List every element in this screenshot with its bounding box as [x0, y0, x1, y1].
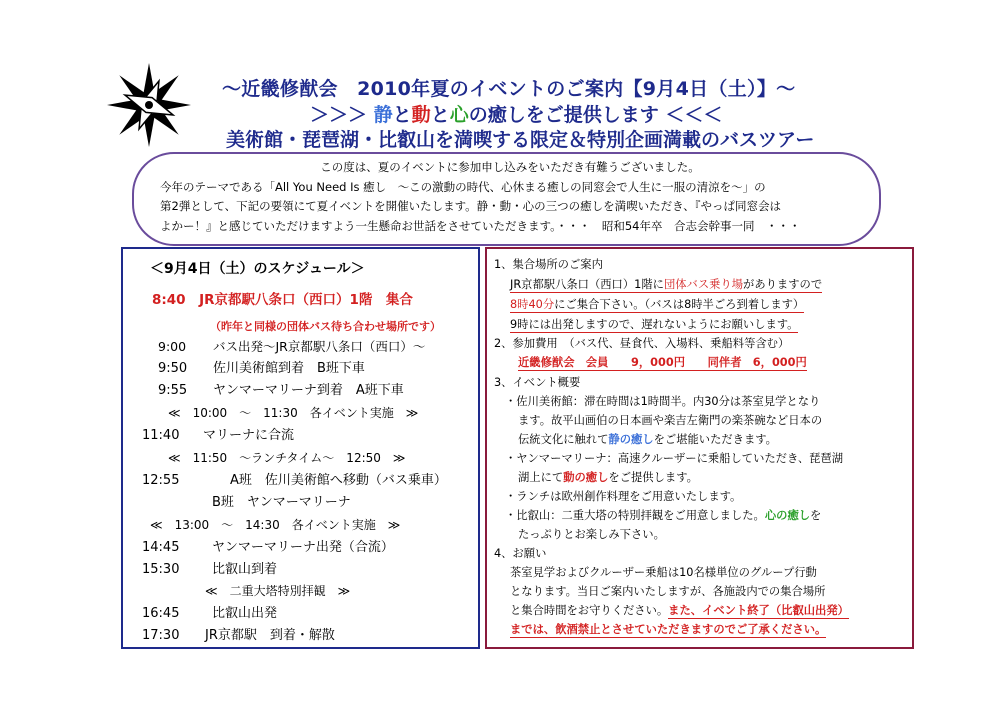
schedule-row-time: 12:55 [142, 473, 180, 488]
detail-line: と集合時間をお守りください。また、イベント終了（比叡山出発） [510, 604, 849, 617]
fee-line: 近畿修猷会 会員 9，000円 同伴者 6，000円 [518, 356, 807, 369]
subtitle-bus-tour: 美術館・琵琶湖・比叡山を満喫する限定＆特別企画満載のバスツアー [226, 129, 815, 151]
tagline-to2: と [430, 104, 450, 126]
subtitle-tagline [310, 100, 830, 127]
page-title: ～近畿修猷会 2010年夏のイベントのご案内【9月4日（土）】～ [222, 78, 796, 100]
detail-line: 9時には出発しますので、遅れないようにお願いします。 [510, 318, 799, 331]
schedule-row-text: ヤンマーマリーナ出発（合流） [212, 540, 394, 555]
intro-text [160, 158, 860, 236]
schedule-row-text: 比叡山到着 [212, 562, 278, 577]
schedule-row-time: 9:50 [158, 361, 188, 376]
intro-line: 第2弾として、下記の要領にて夏イベントを開催いたします。静・動・心の三つの癒しを満喫いただき、『やっぱ同窓会は [160, 199, 781, 213]
detail-line: ・佐川美術館：滞在時間は1時間半。内30分は茶室見学となり [505, 395, 821, 408]
section-heading: 1、集合場所のご案内 [494, 258, 603, 271]
detail-line: 8時40分にご集合下さい。（バスは8時半ごろ到着します） [510, 298, 805, 311]
schedule-event: ≪ 10:00 ～ 11:30 各イベント実施 ≫ [168, 406, 419, 420]
schedule-row-time: 17:30 [142, 628, 180, 643]
schedule-row-text: JR京都駅 到着・解散 [205, 628, 335, 643]
detail-line: たっぷりとお楽しみ下さい。 [518, 528, 665, 541]
tagline-right-arrows: ＜＜＜ [665, 104, 723, 126]
meeting-note: （昨年と同様の団体バス待ち合わせ場所です） [210, 320, 441, 333]
schedule-row-text: A班 佐川美術館へ移動（バス乗車） [230, 473, 447, 488]
detail-line: 茶室見学およびクルーザー乗船は10名様単位のグループ行動 [510, 566, 817, 579]
schedule-row-time: 16:45 [142, 606, 180, 621]
schedule-row-text: マリーナに合流 [203, 428, 295, 443]
detail-line: ・ヤンマーマリーナ：高速クルーザーに乗船していただき、琵琶湖 [505, 452, 844, 465]
tagline-to1: と [392, 104, 412, 126]
detail-line: ます。故平山画伯の日本画や楽吉左衛門の楽茶碗など日本の [518, 414, 823, 427]
detail-line: ・比叡山：二重大塔の特別拝観をご用意しました。心の癒しを [505, 509, 822, 522]
schedule-row-time: 9:00 [158, 339, 187, 354]
detail-line: 伝統文化に触れて静の癒しをご堪能いただきます。 [518, 433, 777, 446]
detail-line: JR京都駅八条口（西口）1階に団体バス乗り場がありますので [510, 278, 823, 291]
schedule-event: ≪ 11:50 ～ランチタイム～ 12:50 ≫ [168, 451, 406, 465]
schedule-row-time: 9:55 [158, 383, 188, 398]
tagline-rest: の癒しをご提供します [468, 104, 659, 126]
intro-line: この度は、夏のイベントに参加申し込みをいただき有難うございました。 [320, 160, 700, 174]
star-logo-icon [106, 62, 192, 148]
schedule-row-text: 佐川美術館到着 B班下車 [213, 361, 365, 376]
detail-line: までは、飲酒禁止とさせていただきますのでご了承ください。 [510, 623, 827, 636]
schedule-row-text: ヤンマーマリーナ到着 A班下車 [213, 383, 404, 398]
tagline-jo: 静 [373, 104, 393, 126]
intro-line: 今年のテーマである「All You Need Is 癒し ～この激動の時代、心休まる癒しの同窓会で人生に一服の清涼を～」の [160, 179, 766, 194]
schedule-row-time: 14:45 [142, 540, 180, 555]
meeting-time: 8:40 JR京都駅八条口（西口）1階 集合 [152, 292, 413, 308]
section-heading: 2、参加費用 （バス代、昼食代、入場料、乗船料等含む） [494, 337, 790, 350]
detail-line: となります。当日ご案内いたしますが、各施設内での集合場所 [510, 585, 826, 598]
tagline-left-arrows: ＞＞＞ [310, 104, 368, 126]
detail-line: ・ランチは欧州創作料理をご用意いたします。 [505, 490, 742, 503]
tagline-shin: 心 [449, 104, 469, 126]
schedule-row-time: 11:40 [142, 428, 180, 443]
section-heading: 4、お願い [494, 547, 547, 560]
intro-line: よかー！』と感じていただけますよう一生懸命お世話をさせていただきます。・・・ 昭和54年卒 合志会幹事一同 ・・・ [160, 218, 801, 233]
section-heading: 3、イベント概要 [494, 376, 581, 389]
tagline-do: 動 [411, 104, 431, 126]
detail-line: 湖上にて動の癒しをご提供します。 [518, 471, 698, 484]
schedule-title: ＜9月4日（土）のスケジュール＞ [150, 261, 365, 277]
schedule-row-text: B班 ヤンマーマリーナ [212, 495, 351, 510]
schedule-row-time: 15:30 [142, 562, 180, 577]
schedule-row-text: バス出発～JR京都駅八条口（西口）～ [213, 339, 426, 354]
schedule-row-text: 比叡山出発 [212, 606, 278, 621]
schedule-event: ≪ 13:00 ～ 14:30 各イベント実施 ≫ [150, 518, 401, 532]
schedule-event: ≪ 二重大塔特別拝観 ≫ [205, 584, 351, 598]
